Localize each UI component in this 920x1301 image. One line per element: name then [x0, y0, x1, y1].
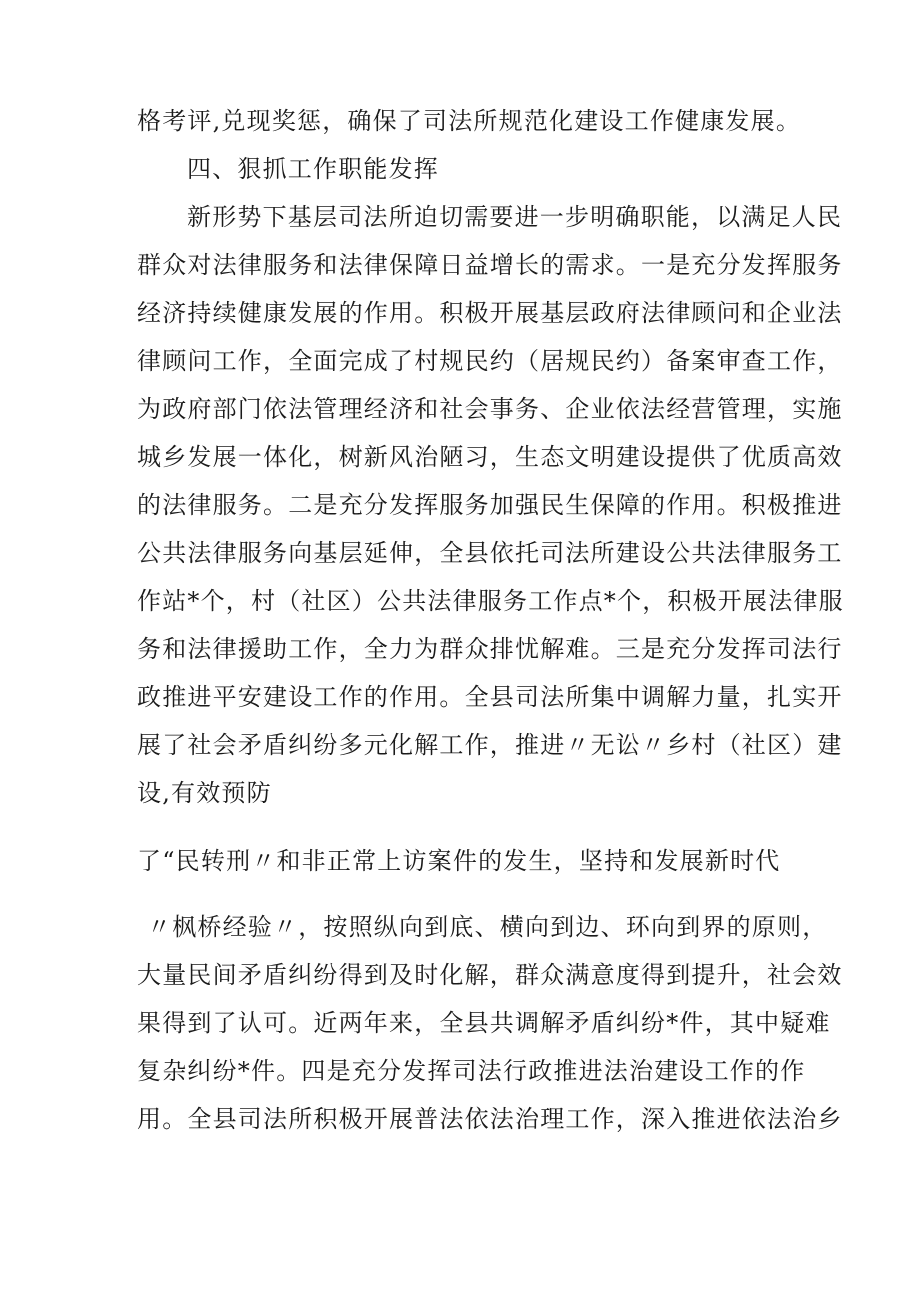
text-line: 格考评,兑现奖惩，确保了司法所规范化建设工作健康发展。: [137, 107, 802, 135]
text-line: 务和法律援助工作，全力为群众排忧解难。三是充分发挥司法行: [137, 635, 843, 663]
text-line: 群众对法律服务和法律保障日益增长的需求。一是充分发挥服务: [137, 251, 843, 279]
text-line: 新形势下基层司法所迫切需要进一步明确职能，以满足人民: [187, 203, 843, 231]
text-line: 为政府部门依法管理经济和社会事务、企业依法经营管理，实施: [137, 395, 843, 423]
text-line: 用。全县司法所积极开展普法依法治理工作，深入推进依法治乡: [137, 1105, 843, 1133]
text-line: 的法律服务。二是充分发挥服务加强民生保障的作用。积极推进: [137, 491, 843, 519]
text-line: 经济持续健康发展的作用。积极开展基层政府法律顾问和企业法: [137, 299, 843, 327]
text-line: 政推进平安建设工作的作用。全县司法所集中调解力量，扎实开: [137, 683, 843, 711]
section-heading: 四、狠抓工作职能发挥: [187, 155, 439, 183]
text-line: 了“民转刑〃和非正常上访案件的发生，坚持和发展新时代: [137, 847, 781, 875]
text-line: 大量民间矛盾纠纷得到及时化解，群众满意度得到提升，社会效: [137, 961, 843, 989]
text-line: 设,有效预防: [137, 779, 272, 807]
text-line: 展了社会矛盾纠纷多元化解工作，推进〃无讼〃乡村（社区）建: [137, 731, 843, 759]
text-line: 复杂纠纷*件。四是充分发挥司法行政推进法治建设工作的作: [137, 1057, 806, 1085]
text-line: 律顾问工作，全面完成了村规民约（居规民约）备案审查工作，: [137, 347, 843, 375]
text-line: 果得到了认可。近两年来，全县共调解矛盾纠纷*件，其中疑难: [137, 1009, 831, 1037]
text-line: 作站*个，村（社区）公共法律服务工作点*个，积极开展法律服: [137, 587, 844, 615]
text-line: 〃枫桥经验〃，按照纵向到底、横向到边、环向到界的原则，: [147, 913, 828, 941]
text-line: 公共法律服务向基层延伸，全县依托司法所建设公共法律服务工: [137, 539, 843, 567]
text-line: 城乡发展一体化，树新风治陋习，生态文明建设提供了优质高效: [137, 443, 843, 471]
